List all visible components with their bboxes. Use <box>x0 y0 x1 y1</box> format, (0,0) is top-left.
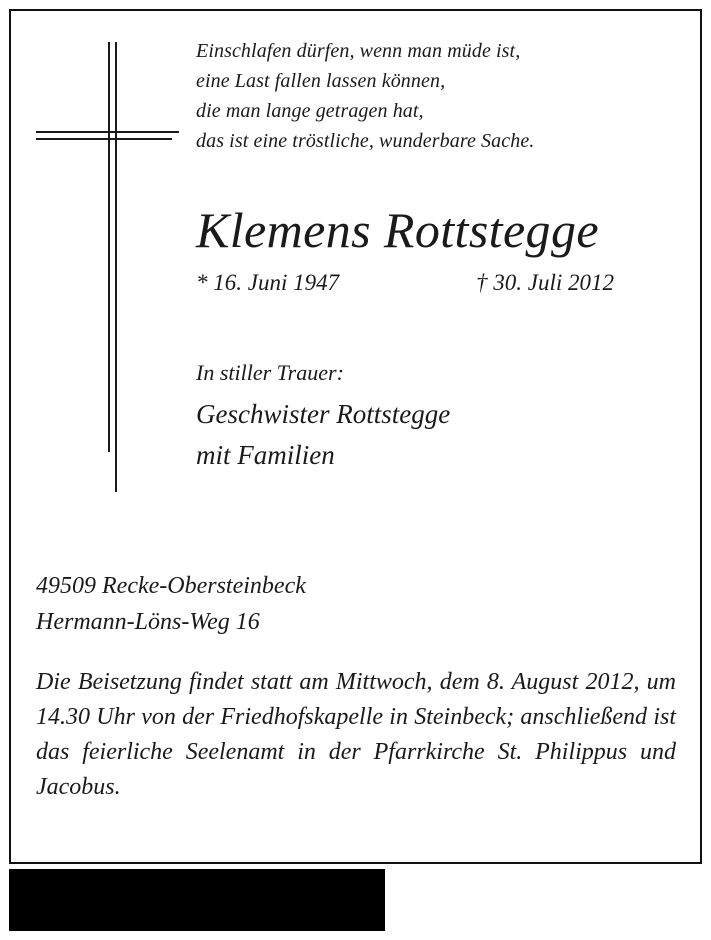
bottom-black-bar <box>9 869 385 931</box>
death-date: † 30. Juli 2012 <box>476 270 614 295</box>
funeral-note-text: Die Beisetzung findet statt am Mittwoch, dem 8. August 2012, um 14.30 Uhr von der Friedhofskapelle in Steinbeck; anschließend ist das feierliche Seelenamt in der Pfarrkirche St. Philippus und Jacobus. <box>36 669 676 800</box>
verse-line-2: eine Last fallen lassen können, <box>196 70 446 92</box>
mourner-line-1: Geschwister Rottstegge <box>196 399 451 429</box>
cross-horizontal-outer-line <box>36 131 179 133</box>
verse-line-3: die man lange getragen hat, <box>196 100 424 122</box>
mourners-list <box>196 394 680 476</box>
life-dates <box>196 270 680 296</box>
mourning-label: In stiller Trauer: <box>196 360 344 385</box>
birth-date: * 16. Juni 1947 <box>196 270 340 295</box>
funeral-arrangements <box>36 665 676 805</box>
verse-line-1: Einschlafen dürfen, wenn man müde ist, <box>196 40 521 62</box>
address-line-2: Hermann-Löns-Weg 16 <box>36 609 260 635</box>
mourner-line-2: mit Familien <box>196 440 335 470</box>
card-content <box>196 36 680 476</box>
address-block <box>36 568 676 640</box>
cross-vertical-outer-line <box>115 42 117 492</box>
cross-vertical-inner-line <box>108 42 110 452</box>
verse-line-4: das ist eine tröstliche, wunderbare Sache. <box>196 130 535 152</box>
cross-horizontal-inner-line <box>36 138 172 140</box>
address-line-1: 49509 Recke-Obersteinbeck <box>36 573 306 599</box>
memorial-verse <box>196 36 680 156</box>
deceased-name: Klemens Rottstegge <box>196 202 599 258</box>
